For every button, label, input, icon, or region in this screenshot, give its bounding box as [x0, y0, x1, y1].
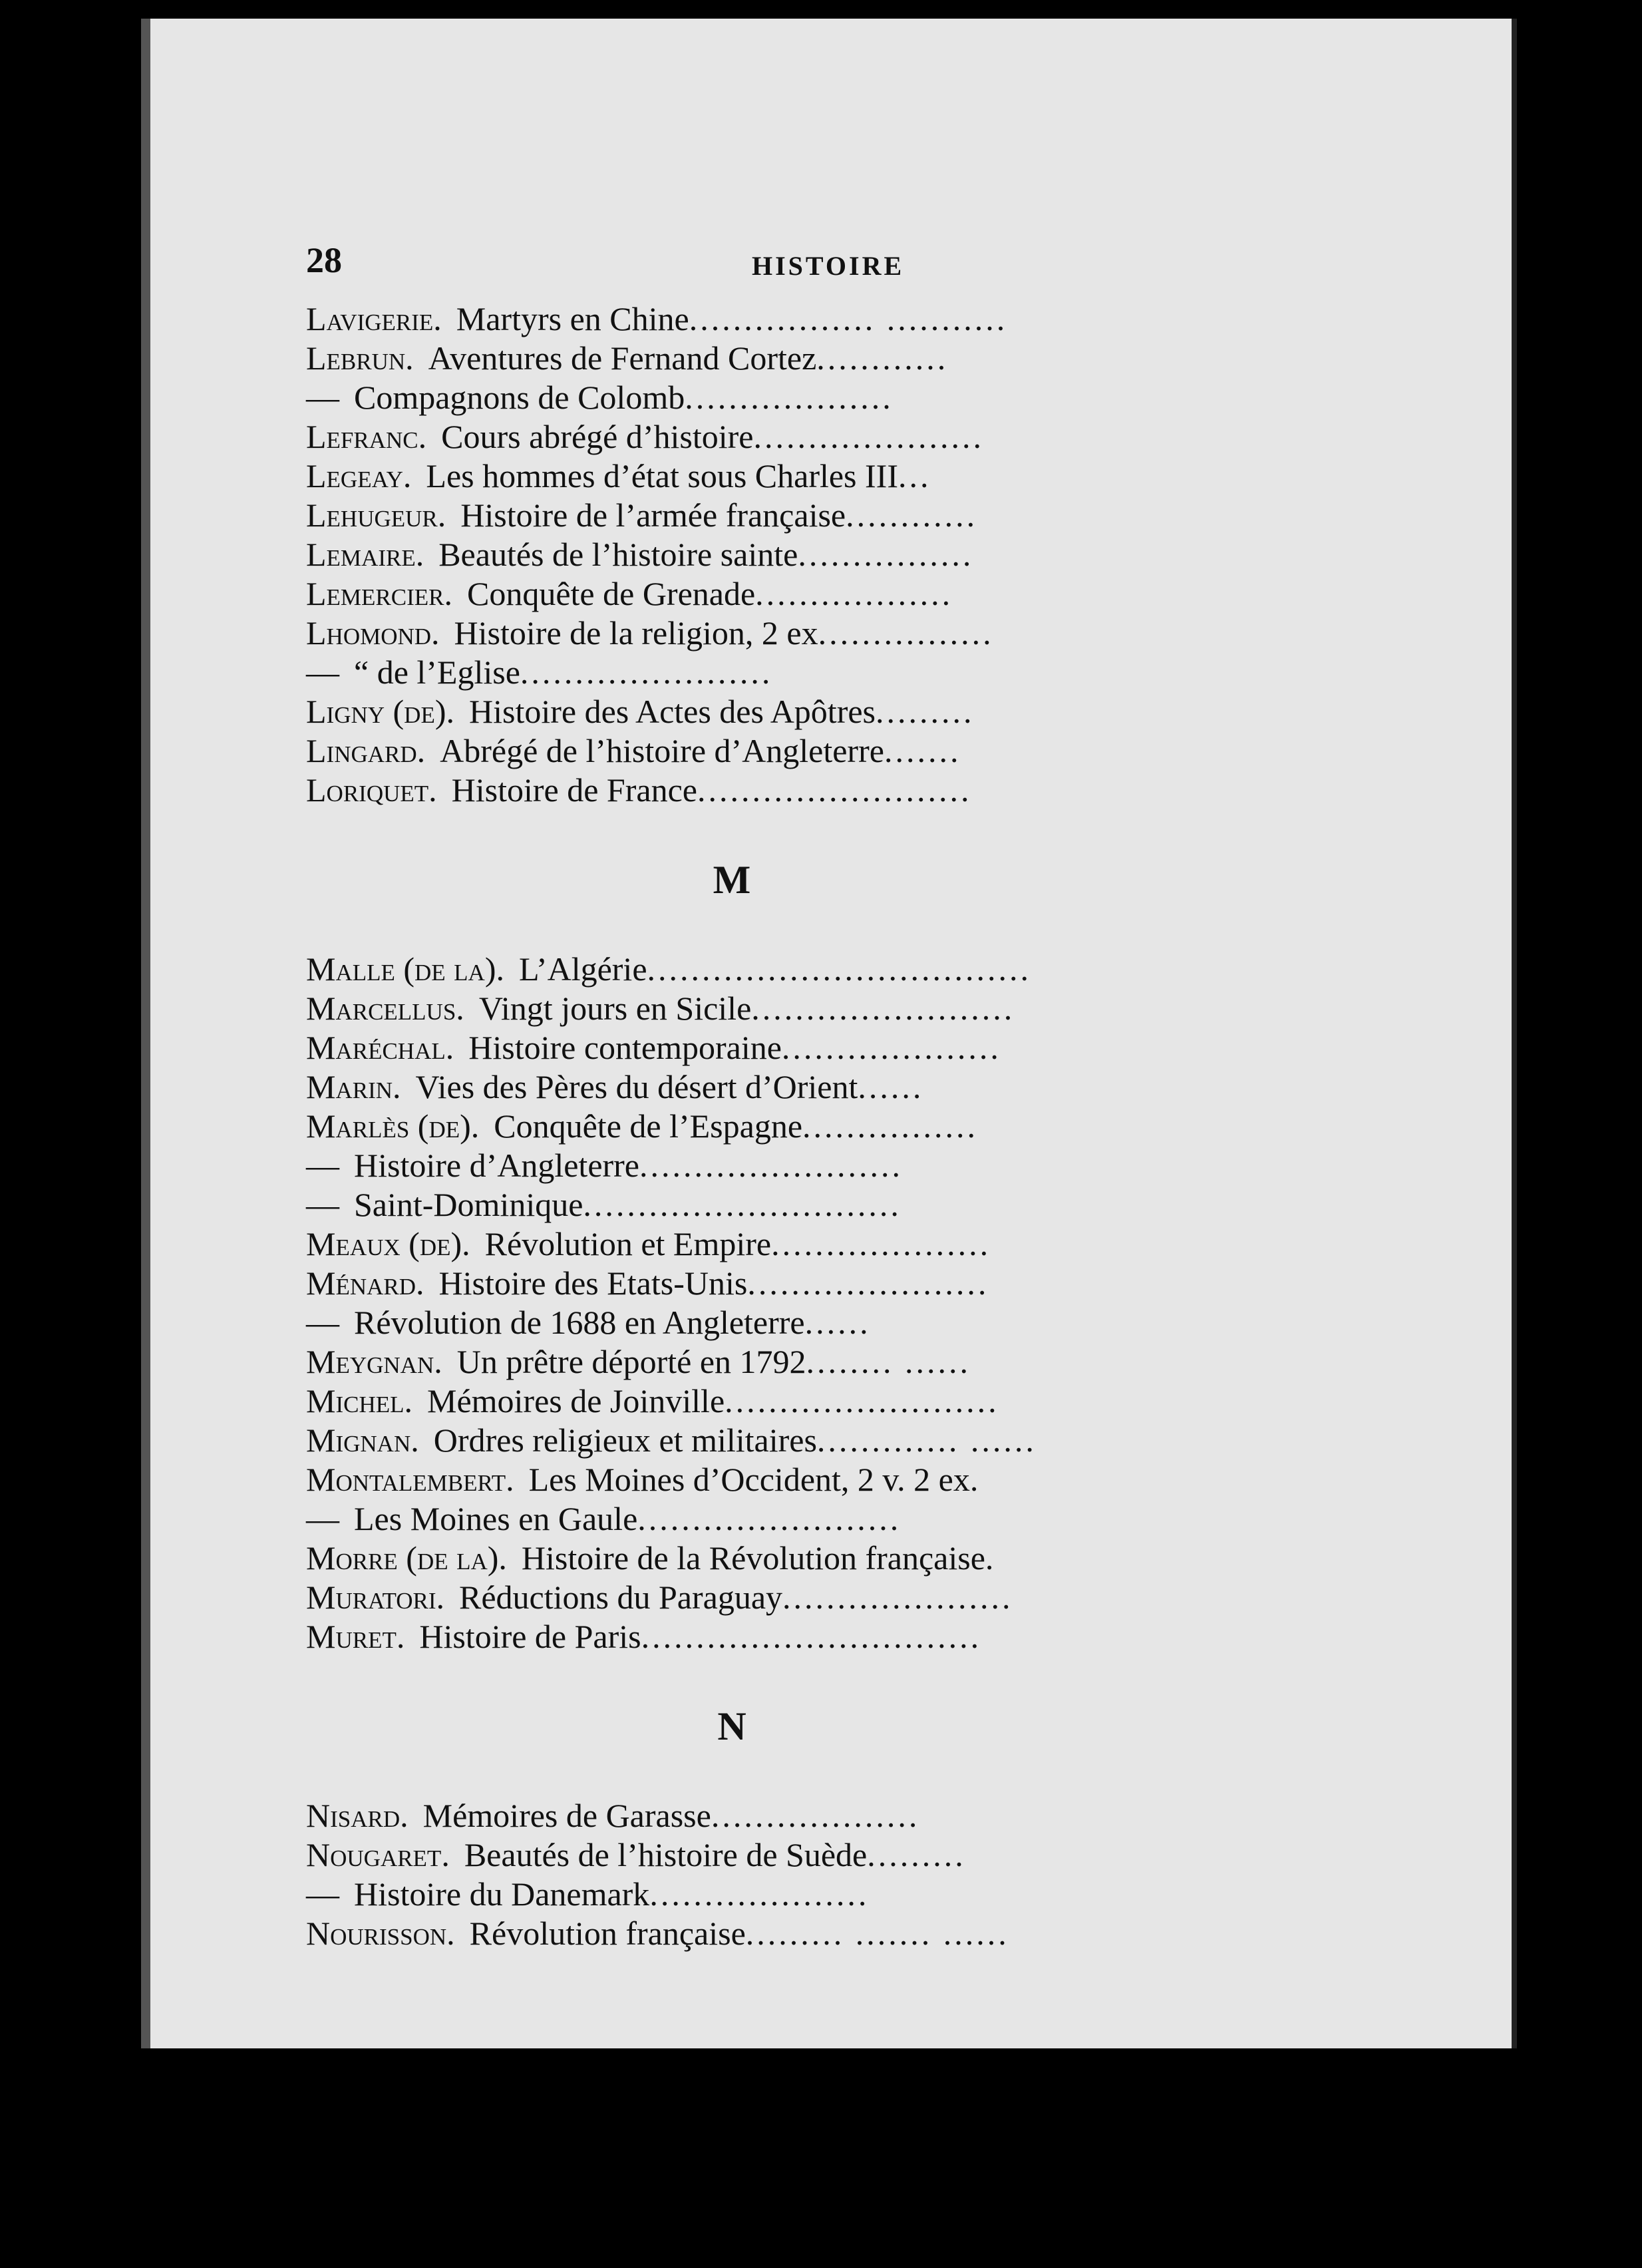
entry-dot-leader: ....... — [884, 732, 961, 769]
entry-dot-leader: ..................... — [753, 418, 984, 455]
entry-dot-leader: ........................ — [637, 1500, 902, 1537]
entry-title: Les hommes d’état sous Charles III — [426, 457, 898, 494]
entry-author: Meygnan. — [306, 1343, 442, 1380]
entry-title: Histoire de France — [451, 771, 697, 809]
entry-author: — — [306, 1186, 339, 1223]
entry-author: Maréchal. — [306, 1029, 454, 1066]
entry-dot-leader: ........................ — [639, 1147, 903, 1184]
entry-author: — — [306, 1875, 339, 1913]
entry-dot-leader: ......... ....... ...... — [745, 1915, 1009, 1952]
catalog-entry — [306, 1796, 1158, 1835]
entry-dot-leader: .................. — [755, 575, 953, 612]
page-number: 28 — [306, 240, 342, 280]
entry-author: Lavigerie. — [306, 300, 442, 337]
entry-author: Marcellus. — [306, 990, 464, 1027]
catalog-entry — [306, 950, 1158, 989]
catalog-entry — [306, 1914, 1158, 1953]
catalog-entry — [306, 692, 1158, 731]
entry-title: Les Moines d’Occident, 2 v. 2 ex. — [528, 1461, 979, 1498]
entry-dot-leader: ......................... — [697, 771, 972, 809]
entry-dot-leader: ........ ...... — [806, 1343, 971, 1380]
entry-dot-leader: ............ — [846, 496, 978, 534]
catalog-entry — [306, 1617, 1158, 1656]
entry-title: “ de l’Eglise — [354, 654, 520, 691]
section-letter: M — [713, 857, 751, 902]
catalog-section — [306, 810, 1158, 1656]
entry-author: Lehugeur. — [306, 496, 446, 534]
entry-author: Nisard. — [306, 1797, 409, 1834]
entry-title: Beautés de l’histoire de Suède — [464, 1836, 868, 1873]
entry-author: Lebrun. — [306, 339, 414, 377]
entry-title: Aventures de Fernand Cortez — [428, 339, 817, 377]
entry-author: — — [306, 1304, 339, 1341]
entry-author: Lingard. — [306, 732, 426, 769]
entry-title: Histoire du Danemark — [354, 1875, 650, 1913]
catalog-entry — [306, 1225, 1158, 1264]
entry-author: Nougaret. — [306, 1836, 450, 1873]
entry-author: — — [306, 1147, 339, 1184]
catalog-sections — [306, 299, 1158, 1953]
entry-author: Montalembert. — [306, 1461, 514, 1498]
entry-author: Michel. — [306, 1382, 412, 1419]
entry-author: Legeay. — [306, 457, 412, 494]
entry-author: Nourisson. — [306, 1915, 455, 1952]
entry-title: Histoire d’Angleterre — [354, 1147, 640, 1184]
entry-author: Lefranc. — [306, 418, 427, 455]
entry-title: Conquête de Grenade — [467, 575, 756, 612]
entry-dot-leader: ................... — [685, 379, 894, 416]
catalog-entry — [306, 1264, 1158, 1303]
entry-dot-leader: ..................... — [782, 1579, 1013, 1616]
entry-author: — — [306, 379, 339, 416]
entry-dot-leader: ............ — [816, 339, 949, 377]
entry-dot-leader: ........................ — [751, 990, 1015, 1027]
catalog-entry — [306, 535, 1158, 574]
entry-title: Mémoires de Joinville — [427, 1382, 725, 1419]
entry-title: Histoire de Paris — [419, 1618, 641, 1655]
entry-title: Révolution et Empire — [484, 1225, 772, 1262]
catalog-entry — [306, 1107, 1158, 1146]
catalog-entry — [306, 1342, 1158, 1382]
catalog-entry — [306, 378, 1158, 417]
page-header — [306, 240, 1158, 299]
catalog-entry — [306, 653, 1158, 692]
entry-author: Muret. — [306, 1618, 405, 1655]
catalog-entry — [306, 1067, 1158, 1107]
entry-dot-leader: ................ — [818, 614, 994, 652]
entry-dot-leader: ....................... — [520, 654, 773, 691]
catalog-entry — [306, 1382, 1158, 1421]
entry-author: — — [306, 654, 339, 691]
entry-author: Muratori. — [306, 1579, 444, 1616]
catalog-entry — [306, 989, 1158, 1028]
entry-title: Cours abrégé d’histoire — [441, 418, 754, 455]
entry-author: Ménard. — [306, 1264, 424, 1302]
entry-author: Mignan. — [306, 1421, 419, 1459]
entry-dot-leader: ...... — [804, 1304, 871, 1341]
entry-dot-leader: .................... — [771, 1225, 991, 1262]
running-head: HISTOIRE — [752, 251, 905, 281]
entry-title: Conquête de l’Espagne — [494, 1107, 803, 1145]
entry-title: Révolution française — [469, 1915, 746, 1952]
entry-dot-leader: .................... — [781, 1029, 1001, 1066]
entry-title: Histoire de la Révolution française. — [521, 1539, 994, 1577]
entry-title: Mémoires de Garasse — [422, 1797, 711, 1834]
entry-title: Réductions du Paraguay — [459, 1579, 783, 1616]
entry-author: Lemaire. — [306, 536, 424, 573]
entry-dot-leader: ...................... — [747, 1264, 989, 1302]
entry-dot-leader: ......................... — [725, 1382, 999, 1419]
entry-dot-leader: ............................... — [641, 1618, 982, 1655]
entry-title: Histoire des Actes des Apôtres — [468, 693, 876, 730]
entry-title: Saint-Dominique — [354, 1186, 583, 1223]
entry-author: Ligny (de). — [306, 693, 454, 730]
page-content — [306, 240, 1158, 1953]
entry-title: Histoire des Etats-Unis — [438, 1264, 748, 1302]
entry-dot-leader: ... — [898, 457, 931, 494]
entry-dot-leader: ............................. — [583, 1186, 902, 1223]
entry-author: Marlès (de). — [306, 1107, 480, 1145]
entry-title: Ordres religieux et militaires — [433, 1421, 817, 1459]
entry-author: Morre (de la). — [306, 1539, 507, 1577]
entry-title: Révolution de 1688 en Angleterre — [354, 1304, 805, 1341]
entry-dot-leader: .................... — [649, 1875, 870, 1913]
entry-title: Compagnons de Colomb — [354, 379, 685, 416]
entry-title: Un prêtre déporté en 1792 — [456, 1343, 806, 1380]
catalog-entry — [306, 1146, 1158, 1185]
entry-title: Histoire de l’armée française — [460, 496, 846, 534]
catalog-entry — [306, 1539, 1158, 1578]
catalog-entry — [306, 1499, 1158, 1539]
catalog-entry — [306, 614, 1158, 653]
entry-author: Loriquet. — [306, 771, 437, 809]
catalog-entry — [306, 1875, 1158, 1914]
entry-title: Martyrs en Chine — [456, 300, 689, 337]
catalog-entry — [306, 731, 1158, 771]
catalog-entry — [306, 339, 1158, 378]
entry-title: Histoire contemporaine — [468, 1029, 782, 1066]
entry-author: Lhomond. — [306, 614, 440, 652]
entry-author: Marin. — [306, 1068, 401, 1105]
entry-title: Vingt jours en Sicile — [478, 990, 752, 1027]
catalog-section — [306, 1656, 1158, 1953]
entry-dot-leader: ............. ...... — [816, 1421, 1037, 1459]
entry-dot-leader: ................ — [798, 536, 974, 573]
catalog-entry — [306, 1460, 1158, 1499]
entry-dot-leader: ................. ........... — [689, 300, 1008, 337]
catalog-entry — [306, 496, 1158, 535]
entry-title: Histoire de la religion, 2 ex — [454, 614, 818, 652]
entry-author: Meaux (de). — [306, 1225, 470, 1262]
entry-title: Vies des Pères du désert d’Orient — [415, 1068, 858, 1105]
entry-dot-leader: ................ — [802, 1107, 979, 1145]
catalog-entry — [306, 771, 1158, 810]
catalog-section — [306, 299, 1158, 810]
catalog-entry — [306, 1421, 1158, 1460]
entry-author: — — [306, 1500, 339, 1537]
entry-title: Beautés de l’histoire sainte — [438, 536, 798, 573]
entry-dot-leader: ................................... — [647, 950, 1032, 988]
entry-dot-leader: ......... — [867, 1836, 966, 1873]
entry-author: Malle (de la). — [306, 950, 504, 988]
catalog-entry — [306, 1578, 1158, 1617]
entry-dot-leader: ...... — [858, 1068, 924, 1105]
section-letter: N — [717, 1704, 746, 1748]
catalog-entry — [306, 1028, 1158, 1067]
catalog-entry — [306, 1303, 1158, 1342]
entry-dot-leader: ......... — [876, 693, 975, 730]
entry-title: Abrégé de l’histoire d’Angleterre — [440, 732, 884, 769]
catalog-entry — [306, 574, 1158, 614]
catalog-entry — [306, 1185, 1158, 1225]
entry-title: L’Algérie — [518, 950, 647, 988]
catalog-entry — [306, 1835, 1158, 1875]
catalog-entry — [306, 417, 1158, 457]
entry-dot-leader: ................... — [711, 1797, 920, 1834]
catalog-entry — [306, 299, 1158, 339]
catalog-entry — [306, 457, 1158, 496]
entry-author: Lemercier. — [306, 575, 452, 612]
entry-title: Les Moines en Gaule — [354, 1500, 638, 1537]
